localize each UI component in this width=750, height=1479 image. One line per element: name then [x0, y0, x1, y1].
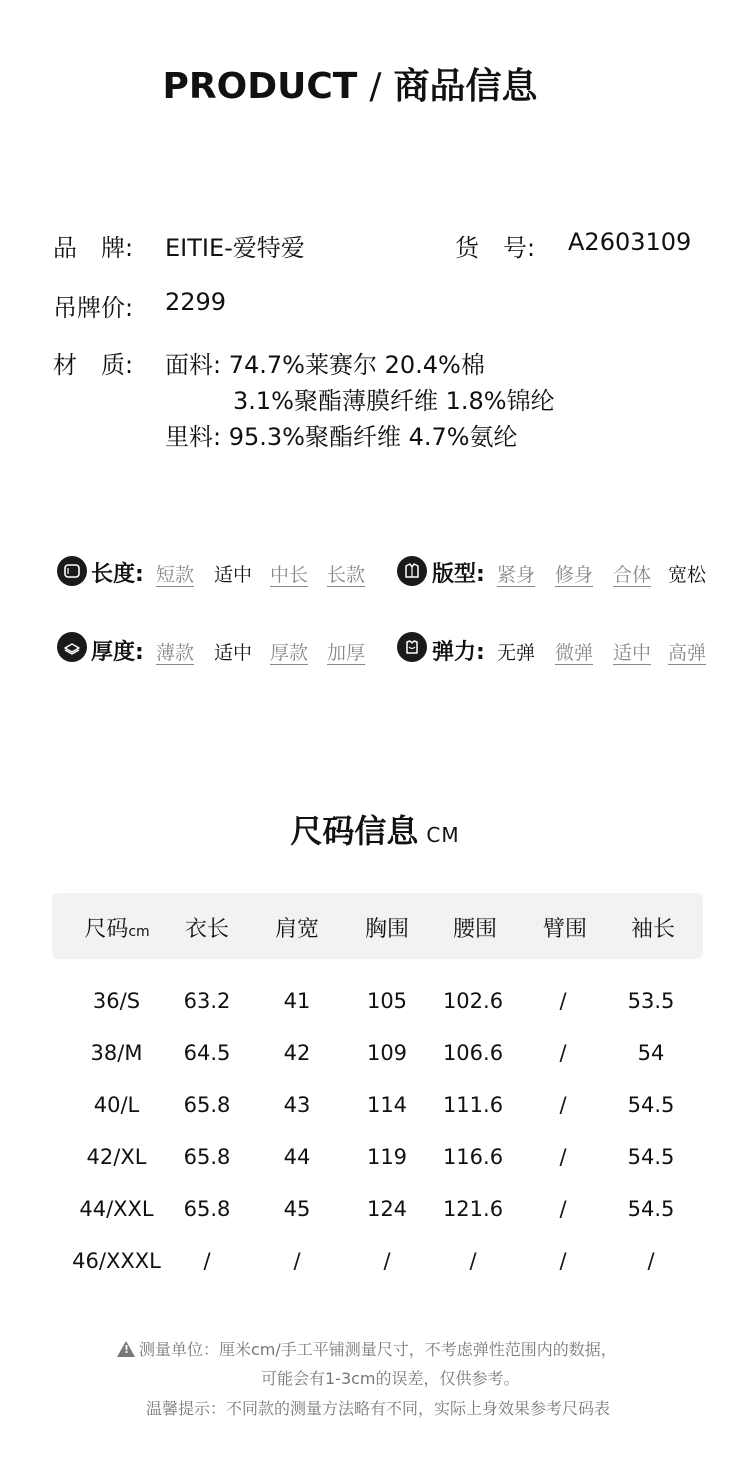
size-cell-shoulder: 42 [283, 1041, 311, 1065]
size-cell-arm: / [559, 1093, 567, 1117]
fit-option-regular: 合体 [613, 564, 652, 586]
header-shoulder: 肩宽 [274, 917, 319, 942]
size-cell-arm: / [559, 1197, 567, 1221]
header-size: 尺码cm [84, 917, 150, 942]
size-cell-waist: 102.6 [442, 989, 504, 1013]
fit-option-tight: 紧身 [497, 564, 536, 586]
header-chest: 胸围 [364, 917, 409, 942]
header-arm: 臂围 [542, 917, 587, 942]
size-title-text: 尺码信息 [290, 812, 419, 850]
header-waist: 腰围 [452, 917, 497, 942]
thickness-option-extra-thick: 加厚 [327, 642, 366, 664]
fabric-line-2: 3.1%聚酯薄膜纤维 1.8%锦纶 [233, 387, 555, 415]
price-label: 吊牌价: [53, 294, 134, 322]
size-cell-size: 42/XL [86, 1145, 147, 1169]
elasticity-option-high: 高弹 [668, 642, 707, 664]
size-cell-chest: / [383, 1249, 391, 1273]
size-cell-chest: 105 [366, 989, 408, 1013]
fit-label: 版型: [432, 562, 485, 587]
elasticity-option-none: 无弹 [497, 642, 536, 664]
note-line-2: 可能会有1-3cm的误差，仅供参考。 [261, 1369, 520, 1388]
size-cell-chest: 124 [366, 1197, 408, 1221]
length-label: 长度: [91, 562, 144, 587]
warning-icon [117, 1341, 135, 1357]
thickness-label: 厚度: [91, 640, 144, 665]
size-cell-chest: 119 [366, 1145, 408, 1169]
size-cell-sleeve: 54 [637, 1041, 665, 1065]
size-cell-arm: / [559, 1249, 567, 1273]
note-line-3: 温馨提示：不同款的测量方法略有不同，实际上身效果参考尺码表 [146, 1399, 611, 1418]
size-cell-shoulder: 43 [283, 1093, 311, 1117]
size-cell-size: 46/XXXL [72, 1249, 161, 1273]
size-cell-sleeve: 54.5 [627, 1197, 675, 1221]
size-section-title [0, 806, 750, 852]
size-cell-length: 64.5 [183, 1041, 231, 1065]
size-cell-shoulder: 45 [283, 1197, 311, 1221]
header-size-unit: cm [128, 924, 150, 940]
size-cell-length: / [203, 1249, 211, 1273]
thickness-option-thick: 厚款 [270, 642, 309, 664]
elasticity-option-slight: 微弹 [555, 642, 594, 664]
size-cell-size: 38/M [90, 1041, 143, 1065]
item-number-value: A2603109 [568, 228, 692, 256]
title-cn: 商品信息 [393, 66, 538, 107]
size-cell-length: 63.2 [183, 989, 231, 1013]
size-cell-waist: / [469, 1249, 477, 1273]
header-length: 衣长 [184, 917, 229, 942]
size-cell-waist: 111.6 [442, 1093, 504, 1117]
length-option-mid-long: 中长 [270, 564, 309, 586]
length-option-medium: 适中 [214, 564, 253, 586]
title-separator: / [369, 66, 382, 107]
title-en: PRODUCT [162, 66, 358, 107]
size-cell-size: 36/S [92, 989, 141, 1013]
length-option-short: 短款 [156, 564, 195, 586]
size-cell-waist: 106.6 [442, 1041, 504, 1065]
size-cell-length: 65.8 [183, 1197, 231, 1221]
size-cell-size: 44/XXL [79, 1197, 154, 1221]
jacket-length-icon [57, 556, 87, 586]
size-cell-shoulder: / [293, 1249, 301, 1273]
fabric-line-1: 面料: 74.7%莱赛尔 20.4%棉 [165, 351, 485, 379]
header-sleeve: 袖长 [630, 917, 675, 942]
size-cell-waist: 116.6 [442, 1145, 504, 1169]
size-cell-sleeve: 54.5 [627, 1093, 675, 1117]
size-cell-chest: 114 [366, 1093, 408, 1117]
size-cell-waist: 121.6 [442, 1197, 504, 1221]
price-value: 2299 [165, 288, 227, 316]
size-cell-length: 65.8 [183, 1093, 231, 1117]
material-label: 材 质: [53, 351, 134, 379]
size-cell-sleeve: / [647, 1249, 655, 1273]
size-title-unit: CM [426, 823, 460, 847]
size-cell-shoulder: 44 [283, 1145, 311, 1169]
page-title [0, 58, 700, 109]
elasticity-icon [397, 632, 427, 662]
fit-option-loose: 宽松 [668, 564, 707, 586]
size-cell-size: 40/L [93, 1093, 140, 1117]
size-cell-sleeve: 53.5 [627, 989, 675, 1013]
elasticity-label: 弹力: [432, 640, 485, 665]
size-cell-arm: / [559, 1041, 567, 1065]
fit-option-slim: 修身 [555, 564, 594, 586]
note-line-1: !测量单位：厘米cm/手工平铺测量尺寸，不考虑弹性范围内的数据， [117, 1337, 617, 1360]
length-option-long: 长款 [327, 564, 366, 586]
lining-line: 里料: 95.3%聚酯纤维 4.7%氨纶 [165, 423, 518, 451]
brand-value: EITIE-爱特爱 [165, 234, 305, 262]
size-cell-arm: / [559, 989, 567, 1013]
thickness-option-thin: 薄款 [156, 642, 195, 664]
brand-label: 品 牌: [53, 234, 134, 262]
elasticity-option-medium: 适中 [613, 642, 652, 664]
fit-icon [397, 556, 427, 586]
size-cell-shoulder: 41 [283, 989, 311, 1013]
size-cell-length: 65.8 [183, 1145, 231, 1169]
size-cell-sleeve: 54.5 [627, 1145, 675, 1169]
thickness-option-medium: 适中 [214, 642, 253, 664]
size-cell-chest: 109 [366, 1041, 408, 1065]
size-cell-arm: / [559, 1145, 567, 1169]
thickness-icon [57, 632, 87, 662]
item-number-label: 货 号: [455, 234, 536, 262]
